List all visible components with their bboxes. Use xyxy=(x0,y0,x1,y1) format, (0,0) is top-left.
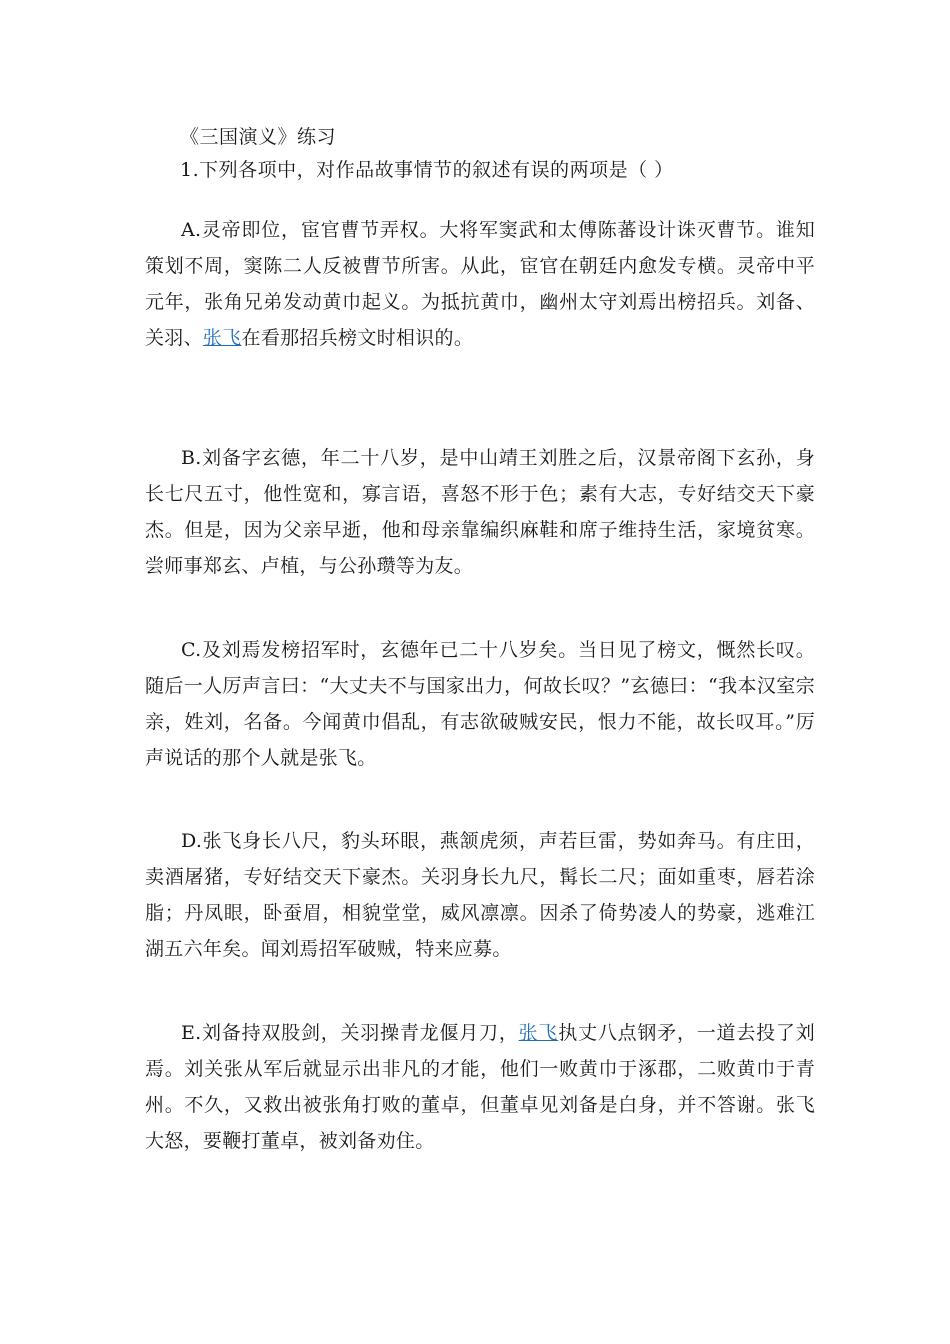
option-e-link-zhangfei[interactable]: 张飞 xyxy=(518,1022,559,1044)
option-e-text-after: 执丈八点钢矛，一道去投了刘焉。刘关张从军后就显示出非凡的才能，他们一败黄巾于涿郡，二败黄巾于青州。不久，又救出被张角打败的董卓，但董卓见刘备是白身，并不答谢。张飞大怒，要鞭打董卓，被刘备劝住。 xyxy=(145,1022,816,1152)
option-c: C.及刘焉发榜招军时，玄德年已二十八岁矣。当日见了榜文，慨然长叹。随后一人厉声言曰：“大丈夫不与国家出力，何故长叹？”玄德曰：“我本汉室宗亲，姓刘，名备。今闻黄巾倡乱，有志欲破贼安民，恨力不能，故长叹耳。”厉声说话的那个人就是张飞。 xyxy=(145,639,815,769)
document-title: 《三国演义》练习 xyxy=(180,126,337,148)
question-stem: 1.下列各项中，对作品故事情节的叙述有误的两项是（ ） xyxy=(180,159,674,181)
option-b: B.刘备字玄德，年二十八岁，是中山靖王刘胜之后，汉景帝阁下玄孙，身长七尺五寸，他性宽和，寡言语，喜怒不形于色；素有大志，专好结交天下豪杰。但是，因为父亲早逝，他和母亲靠编织麻鞋和席子维持生活，家境贫寒。尝师事郑玄、卢植，与公孙瓒等为友。 xyxy=(145,447,815,577)
option-a-link-zhangfei[interactable]: 张飞 xyxy=(202,327,242,349)
option-d: D.张飞身长八尺，豹头环眼，燕颔虎须，声若巨雷，势如奔马。有庄田，卖酒屠猪，专好结交天下豪杰。关羽身长九尺，髯长二尺；面如重枣，唇若涂脂；丹凤眼，卧蚕眉，相貌堂堂，威风凛凛。因杀了倚势凌人的势豪，逃难江 湖五六年矣。闻刘焉招军破贼，特来应募。 xyxy=(145,830,815,960)
option-e xyxy=(145,1015,815,1159)
option-a-text-before: A.灵帝即位，宦官曹节弄权。大将军窦武和太傅陈蕃设计诛灭曹节。谁知策划不周，窦陈二人反被曹节所害。从此，宦官在朝廷内愈发专横。灵帝中平元年，张角兄弟发动黄巾起义。为抵抗黄巾，幽州太守刘焉出榜招兵。刘备、关羽、 xyxy=(145,219,815,349)
option-e-text-before: E.刘备持双股剑，关羽操青龙偃月刀， xyxy=(181,1022,519,1044)
option-a xyxy=(145,212,815,356)
option-a-text-after: 在看那招兵榜文时相识的。 xyxy=(241,327,474,349)
